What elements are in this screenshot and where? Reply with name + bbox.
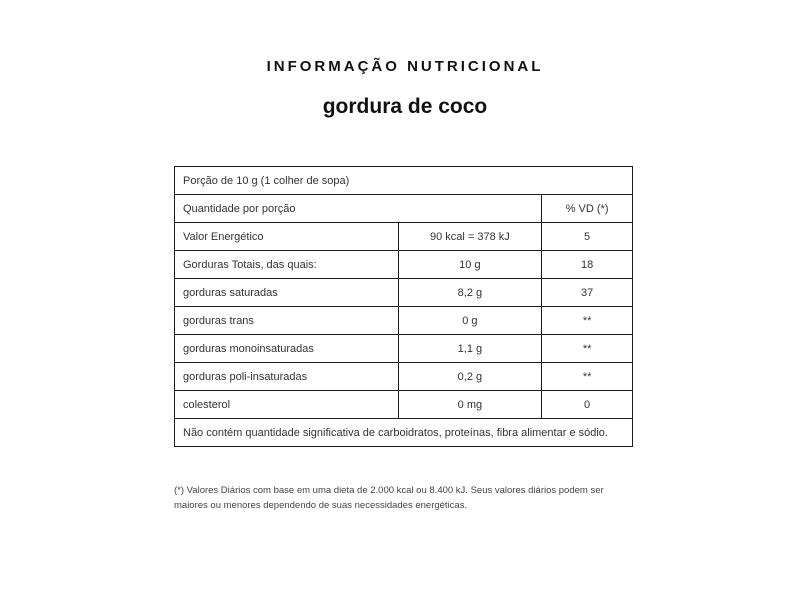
quantity-header: Quantidade por porção xyxy=(175,195,542,223)
nutrient-amount: 0 mg xyxy=(398,391,542,419)
nutrient-name: colesterol xyxy=(175,391,399,419)
footnote: (*) Valores Diários com base em uma dieta de 2.000 kcal ou 8.400 kJ. Seus valores diários podem ser maiores ou menores dependendo de suas necessidades energéticas. xyxy=(174,485,604,511)
table-row xyxy=(175,391,633,419)
nutrient-amount: 1,1 g xyxy=(398,335,542,363)
portion-cell: Porção de 10 g (1 colher de sopa) xyxy=(175,167,633,195)
nutrient-amount: 8,2 g xyxy=(398,279,542,307)
nutrient-vd: 18 xyxy=(542,251,633,279)
table-row xyxy=(175,279,633,307)
table-row xyxy=(175,251,633,279)
nutrient-amount: 90 kcal = 378 kJ xyxy=(398,223,542,251)
table-row xyxy=(175,223,633,251)
product-name: gordura de coco xyxy=(322,95,488,118)
nutrient-vd: 0 xyxy=(542,391,633,419)
note-row xyxy=(175,419,633,447)
nutrient-vd: 37 xyxy=(542,279,633,307)
table-row xyxy=(175,307,633,335)
nutrient-amount: 0 g xyxy=(398,307,542,335)
nutrition-table xyxy=(174,166,633,447)
nutrient-name: Valor Energético xyxy=(175,223,399,251)
note-cell: Não contém quantidade significativa de carboidratos, proteínas, fibra alimentar e sódio. xyxy=(175,419,633,447)
nutrient-vd: ** xyxy=(542,363,633,391)
table-row xyxy=(175,363,633,391)
nutrient-name: gorduras monoinsaturadas xyxy=(175,335,399,363)
nutrient-amount: 10 g xyxy=(398,251,542,279)
nutrient-amount: 0,2 g xyxy=(398,363,542,391)
table-row xyxy=(175,335,633,363)
nutrient-vd: ** xyxy=(542,307,633,335)
portion-row xyxy=(175,167,633,195)
nutrient-name: gorduras trans xyxy=(175,307,399,335)
section-heading: INFORMAÇÃO NUTRICIONAL xyxy=(266,58,544,75)
vd-header: % VD (*) xyxy=(542,195,633,223)
nutrient-vd: 5 xyxy=(542,223,633,251)
nutrient-name: gorduras poli-insaturadas xyxy=(175,363,399,391)
nutrient-vd: ** xyxy=(542,335,633,363)
nutrient-name: Gorduras Totais, das quais: xyxy=(175,251,399,279)
header-row xyxy=(175,195,633,223)
nutrient-name: gorduras saturadas xyxy=(175,279,399,307)
